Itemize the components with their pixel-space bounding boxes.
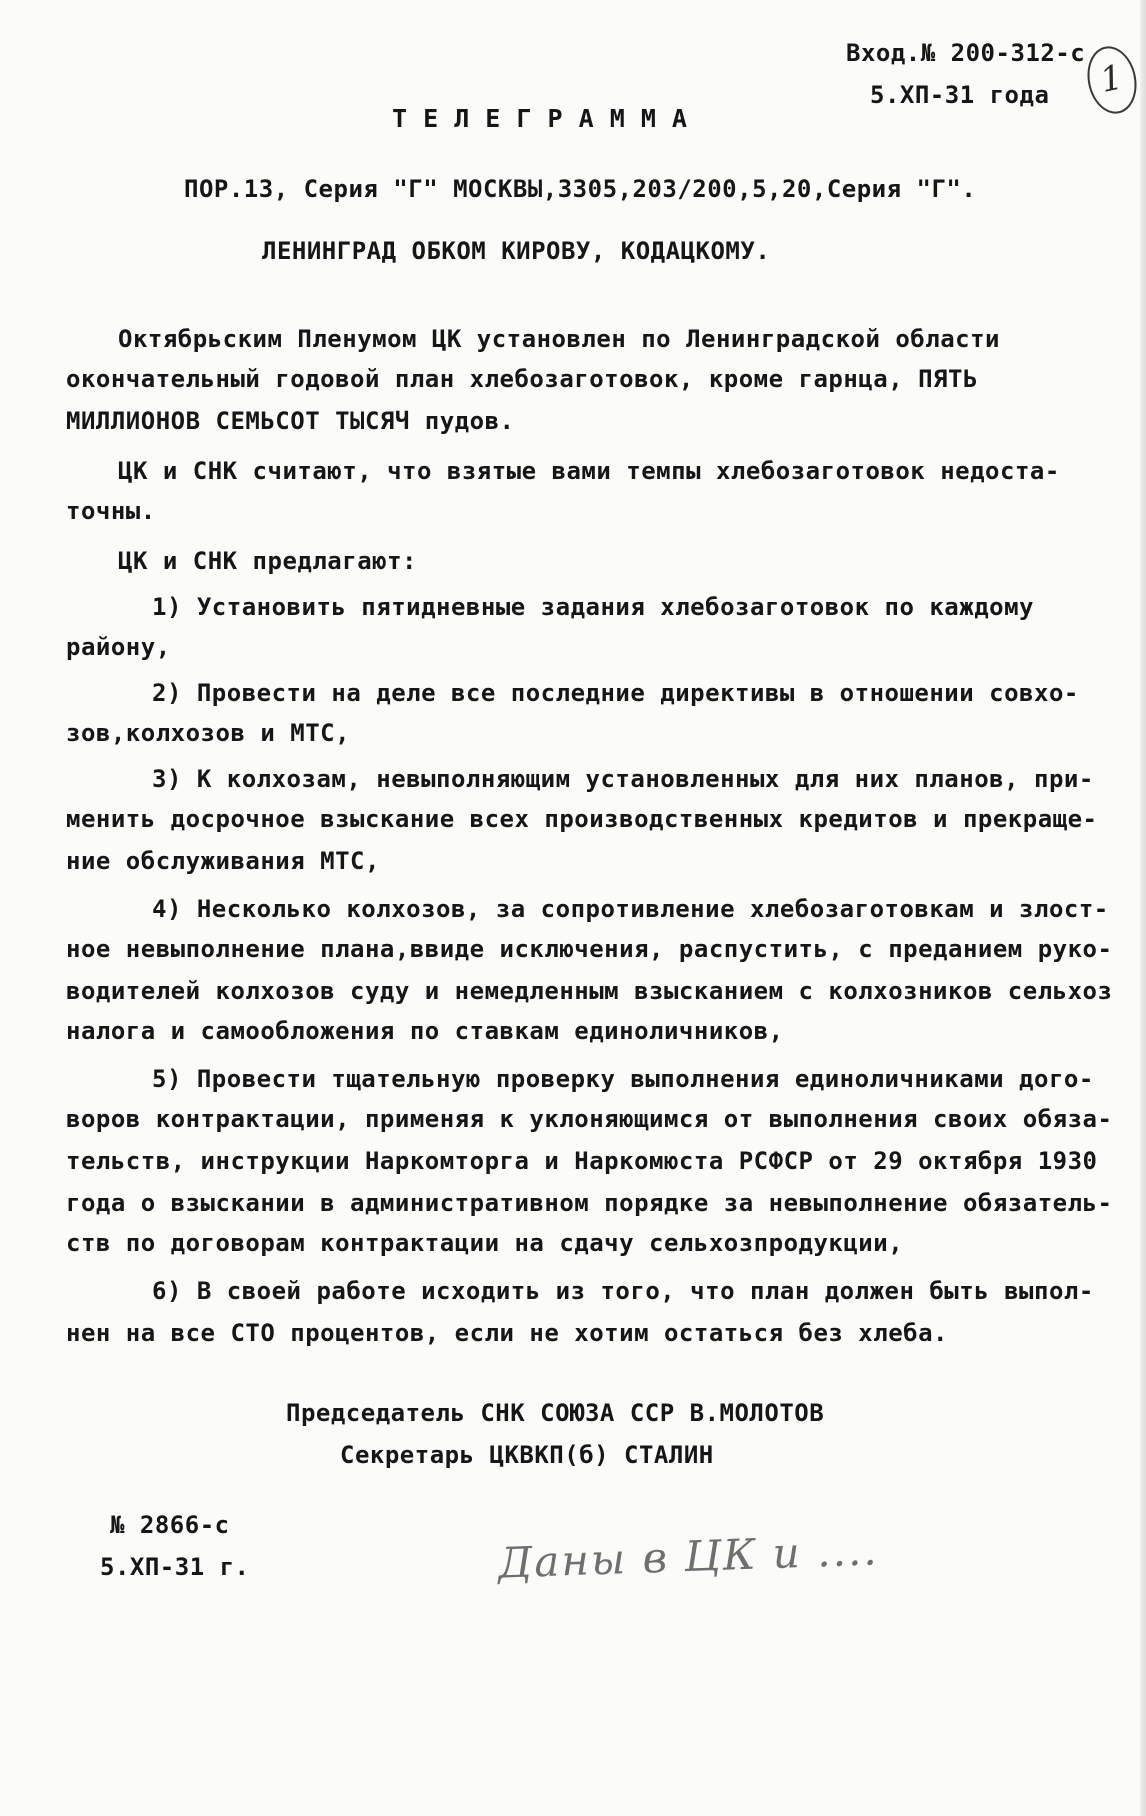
body-line: 1) Установить пятидневные задания хлебозаготовок по каждому — [152, 593, 1035, 621]
handwritten-note: Даны в ЦК и .... — [497, 1525, 880, 1588]
body-line: водителей колхозов суду и немедленным взысканием с колхозников сельхоз — [66, 977, 1113, 1005]
body-line: 6) В своей работе исходить из того, что план должен быть выпол- — [152, 1277, 1094, 1305]
document-title: Т Е Л Е Г Р А М М А — [392, 104, 688, 133]
body-line: нен на все СТО процентов, если не хотим остаться без хлеба. — [66, 1319, 949, 1347]
circled-page-number: 1 — [1081, 42, 1142, 118]
body-line: воров контрактации, применяя к уклоняющимся от выполнения своих обяза- — [66, 1105, 1113, 1133]
body-line: району, — [66, 633, 171, 661]
body-line: тельств, инструкции Наркомторга и Наркомюста РСФСР от 29 октября 1930 — [66, 1147, 1098, 1175]
addressee-line: ЛЕНИНГРАД ОБКОМ КИРОВУ, КОДАЦКОМУ. — [262, 237, 771, 265]
routing-line: ПОР.13, Серия "Г" МОСКВЫ,3305,203/200,5,20,Серия "Г". — [184, 175, 977, 203]
signature-stalin: Секретарь ЦКВКП(б) СТАЛИН — [340, 1441, 714, 1469]
body-line: менить досрочное взыскание всех производственных кредитов и прекраще- — [66, 805, 1098, 833]
body-line: года о взыскании в административном порядке за невыполнение обязатель- — [66, 1189, 1113, 1217]
body-line: ЦК и СНК считают, что взятые вами темпы хлебозаготовок недоста- — [118, 457, 1060, 485]
body-line: 5) Провести тщательную проверку выполнения единоличниками дого- — [152, 1065, 1094, 1093]
body-line: Октябрьским Пленумом ЦК установлен по Ленинградской области — [118, 325, 1001, 353]
body-line: окончательный годовой план хлебозаготовок, кроме гарнца, ПЯТЬ — [66, 365, 978, 393]
incoming-date: 5.ХП-31 года — [870, 81, 1050, 109]
outgoing-number: № 2866-с — [110, 1511, 230, 1539]
body-line: ное невыполнение плана,ввиде исключения, распустить, с преданием руко- — [66, 935, 1113, 963]
body-line: налога и самообложения по ставкам единоличников, — [66, 1017, 784, 1045]
body-line: 3) К колхозам, невыполняющим установленных для них планов, при- — [152, 765, 1094, 793]
body-line: точны. — [66, 497, 156, 525]
page-edge-shadow — [1140, 0, 1146, 1816]
incoming-number: Вход.№ 200-312-с — [846, 39, 1086, 67]
body-line: зов,колхозов и МТС, — [66, 719, 351, 747]
signature-molotov: Председатель СНК СОЮЗА ССР В.МОЛОТОВ — [286, 1399, 825, 1427]
body-line: ние обслуживания МТС, — [66, 847, 380, 875]
body-line: 4) Несколько колхозов, за сопротивление хлебозаготовкам и злост- — [152, 895, 1109, 923]
body-line: 2) Провести на деле все последние директивы в отношении совхо- — [152, 679, 1079, 707]
body-line: ЦК и СНК предлагают: — [118, 547, 417, 575]
body-line: ств по договорам контрактации на сдачу сельхозпродукции, — [66, 1229, 904, 1257]
body-line: МИЛЛИОНОВ СЕМЬСОТ ТЫСЯЧ пудов. — [66, 407, 515, 435]
outgoing-date: 5.ХП-31 г. — [100, 1553, 250, 1581]
